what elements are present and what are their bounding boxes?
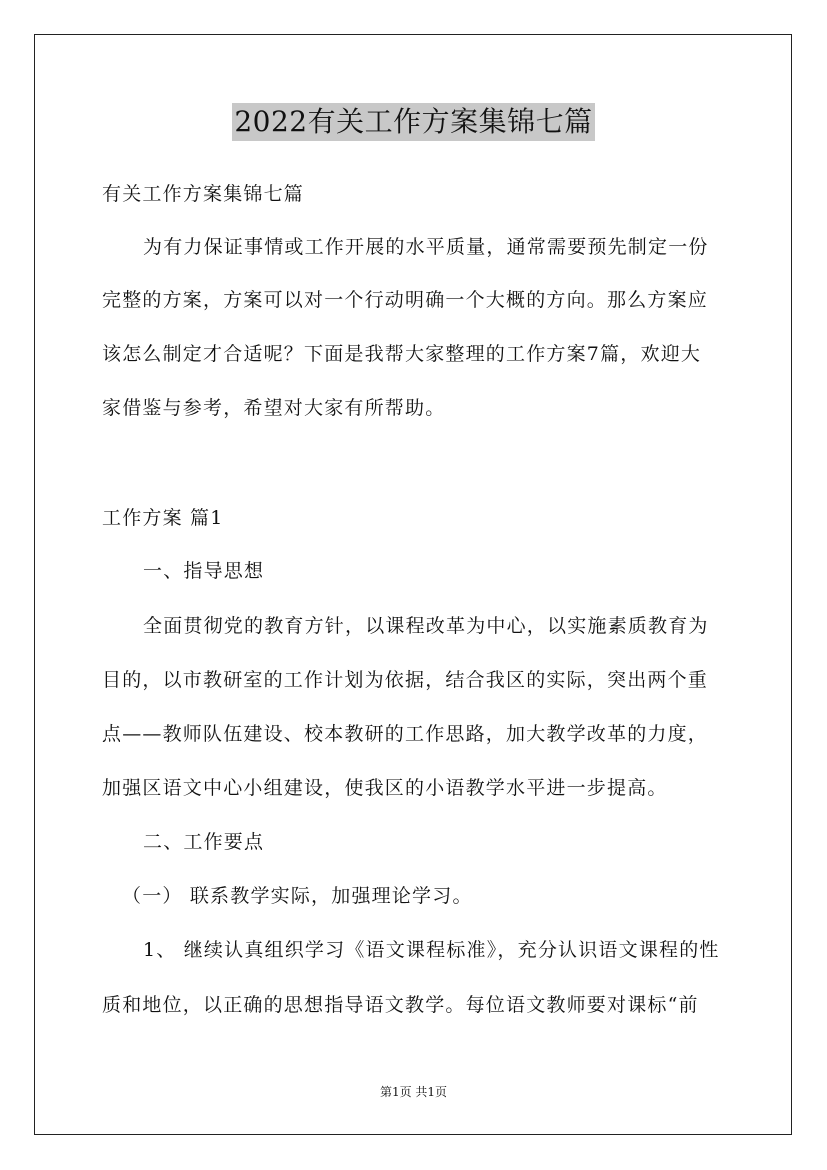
para1-line-2: 目的，以市教研室的工作计划为依据，结合我区的实际，突出两个重	[102, 669, 709, 691]
title-block	[0, 103, 827, 141]
item1-line-2: 质和地位，以正确的思想指导语文教学。每位语文教师要对课标“前	[102, 994, 699, 1016]
heading-guiding-ideology: 一、指导思想	[143, 560, 265, 582]
para1-line-3: 点——教师队伍建设、校本教研的工作思路，加大教学改革的力度，	[102, 723, 709, 745]
intro-line-4: 家借鉴与参考，希望对大家有所帮助。	[102, 397, 446, 419]
intro-line-1: 为有力保证事情或工作开展的水平质量，通常需要预先制定一份	[143, 236, 709, 258]
document-subtitle: 有关工作方案集锦七篇	[102, 183, 305, 205]
intro-line-2: 完整的方案，方案可以对一个行动明确一个大概的方向。那么方案应	[102, 289, 709, 311]
page-footer: 第1页 共1页	[379, 1085, 448, 1099]
para1-line-1: 全面贯彻党的教育方针，以课程改革为中心，以实施素质教育为	[143, 615, 709, 637]
intro-line-3: 该怎么制定才合适呢？下面是我帮大家整理的工作方案7篇，欢迎大	[102, 343, 702, 365]
subheading-theory-study: （一） 联系教学实际，加强理论学习。	[122, 885, 473, 907]
section-title: 工作方案 篇1	[102, 507, 224, 529]
document-title: 2022有关工作方案集锦七篇	[232, 103, 594, 141]
heading-work-points: 二、工作要点	[143, 831, 265, 853]
item1-line-1: 1、 继续认真组织学习《语文课程标准》，充分认识语文课程的性	[143, 939, 720, 961]
para1-line-4: 加强区语文中心小组建设，使我区的小语教学水平进一步提高。	[102, 777, 668, 799]
